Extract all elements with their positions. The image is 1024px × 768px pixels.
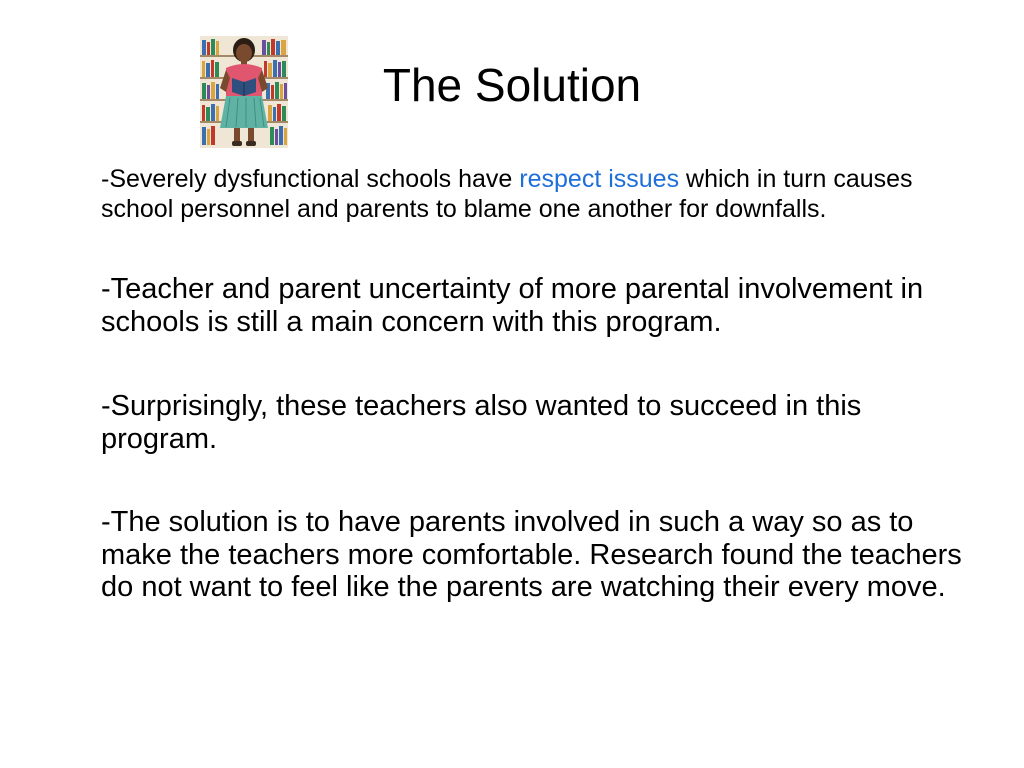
highlighted-phrase: respect issues — [519, 165, 680, 193]
paragraph-1-text-after: which in turn causes school personnel and parents to blame one another for downfalls. — [101, 165, 913, 223]
paragraph-respect-issues — [101, 165, 971, 224]
paragraph-uncertainty: -Teacher and parent uncertainty of more parental involvement in schools is still a main concern with this program. — [101, 273, 924, 338]
paragraph-solution: -The solution is to have parents involved in such a way so as to make the teachers more comfortable. Research found the teachers do not want to feel like the parents are watching their every move. — [101, 506, 962, 603]
paragraph-1-text-before: -Severely dysfunctional schools have — [101, 165, 520, 193]
girl-reading-book-icon — [196, 34, 292, 150]
slide-title: The Solution — [382, 59, 642, 111]
paragraph-teachers-succeed: -Surprisingly, these teachers also wanted to succeed in this program. — [101, 390, 862, 455]
slide-body — [101, 165, 971, 604]
